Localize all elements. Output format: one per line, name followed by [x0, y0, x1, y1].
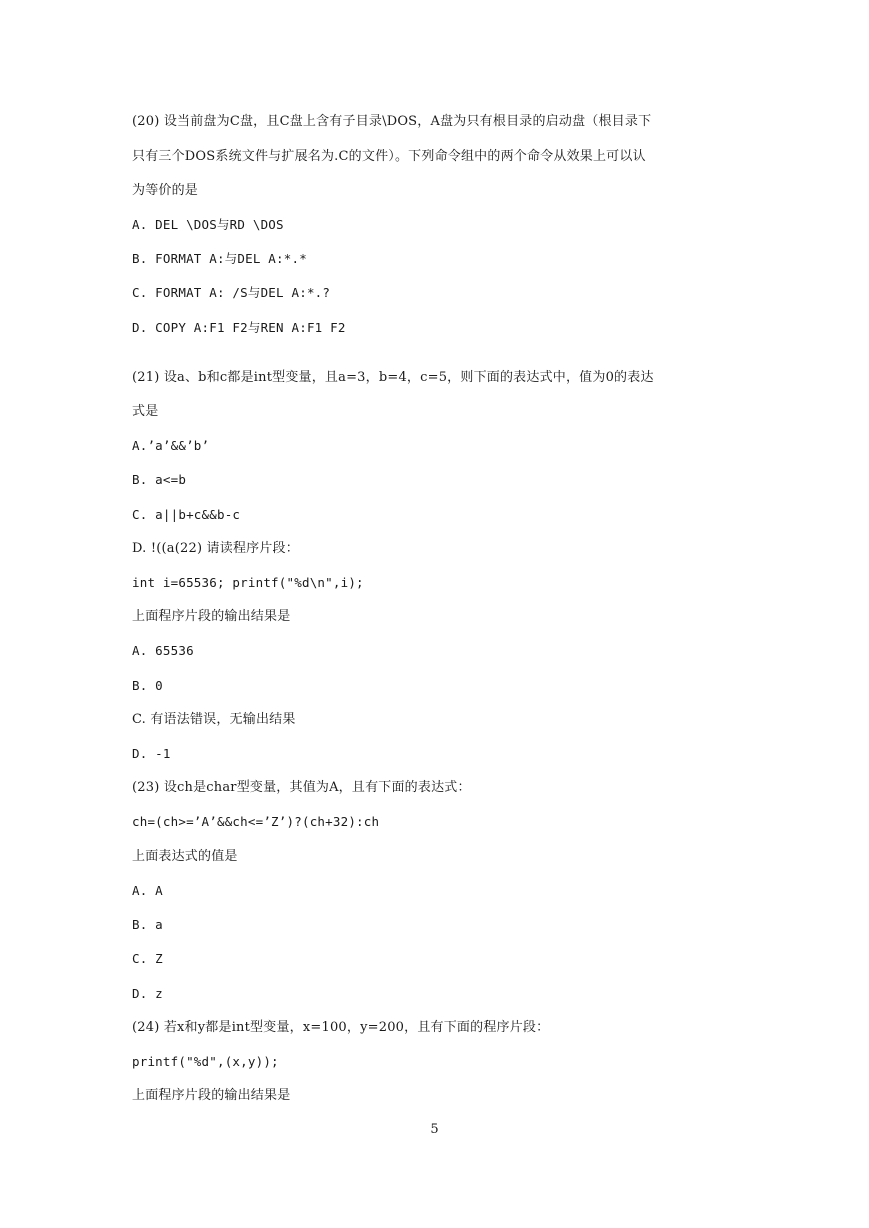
question-23-expression: ch=(ch>=’A’&&ch<=’Z’)?(ch+32):ch [132, 814, 380, 829]
question-22-prompt: 上面程序片段的输出结果是 [132, 609, 291, 624]
question-21-option-b: B. a<=b [132, 472, 187, 487]
question-23-option-d: D. z [132, 986, 163, 1001]
question-21-stem-line-2: 式是 [132, 404, 159, 419]
question-23-option-b: B. a [132, 917, 163, 932]
question-20-stem-line-3: 为等价的是 [132, 183, 199, 198]
question-20-option-c: C. FORMAT A: /S与DEL A:*.? [132, 285, 331, 300]
question-24-stem: (24) 若x和y都是int型变量，x=100，y=200，且有下面的程序片段： [132, 1020, 550, 1035]
question-21-option-a: A.’a’&&’b’ [132, 438, 210, 453]
question-22-code: int i=65536; printf("%d\n",i); [132, 575, 364, 590]
question-21-option-c: C. a||b+c&&b-c [132, 507, 241, 522]
question-23-stem: (23) 设ch是char型变量，其值为A，且有下面的表达式： [132, 780, 471, 795]
question-22-option-d: D. -1 [132, 746, 171, 761]
question-23-option-c: C. Z [132, 951, 163, 966]
page-number: 5 [430, 1122, 439, 1137]
question-22-option-b: B. 0 [132, 678, 163, 693]
question-21-stem-line-1: (21) 设a、b和c都是int型变量，且a=3，b=4，c=5，则下面的表达式中，值为0的表达 [132, 370, 654, 385]
question-20-stem-line-1: (20) 设当前盘为C盘，且C盘上含有子目录\DOS，A盘为只有根目录的启动盘（根目录下 [132, 114, 652, 129]
question-22-option-a: A. 65536 [132, 643, 194, 658]
question-22-option-c: C. 有语法错误，无输出结果 [132, 712, 296, 727]
question-24-prompt: 上面程序片段的输出结果是 [132, 1088, 291, 1103]
question-23-option-a: A. A [132, 883, 163, 898]
question-20-stem-line-2: 只有三个DOS系统文件与扩展名为.C的文件）。下列命令组中的两个命令从效果上可以认 [132, 149, 646, 164]
question-23-prompt: 上面表达式的值是 [132, 849, 238, 864]
question-20-option-b: B. FORMAT A:与DEL A:*.* [132, 251, 307, 266]
question-21-option-d-question-22-stem: D. !((a(22) 请读程序片段： [132, 541, 299, 556]
question-24-code: printf("%d",(x,y)); [132, 1054, 279, 1069]
question-20-option-d: D. COPY A:F1 F2与REN A:F1 F2 [132, 320, 346, 335]
question-20-option-a: A. DEL \DOS与RD \DOS [132, 217, 284, 232]
